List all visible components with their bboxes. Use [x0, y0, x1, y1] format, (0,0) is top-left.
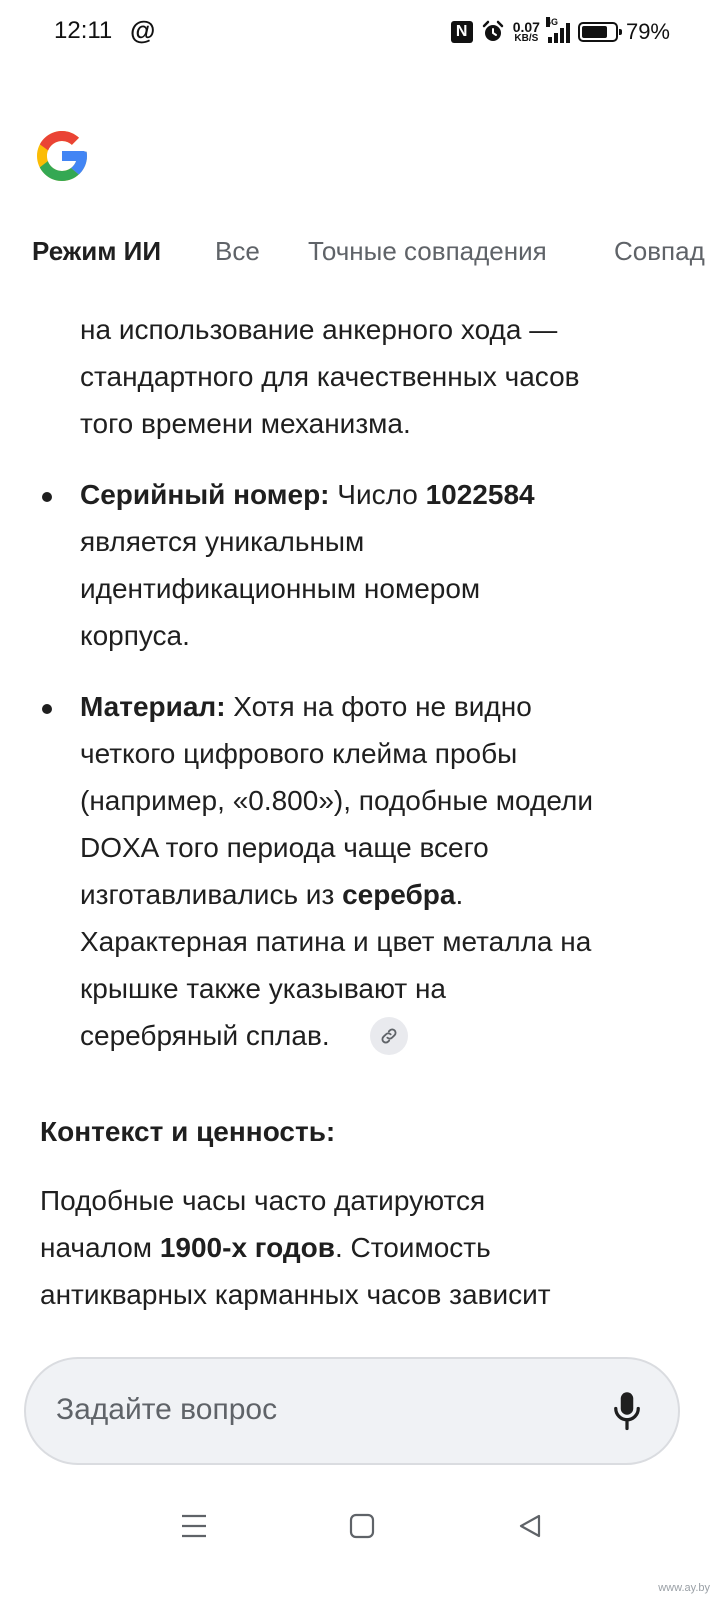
serial-line: корпуса. [80, 620, 190, 651]
network-type: 4G [545, 17, 558, 27]
serial-line: идентификационным номером [80, 573, 481, 604]
material-text: . [455, 879, 464, 910]
material-text: изготавливались из [80, 879, 343, 910]
net-speed-value: 0.07 [512, 18, 540, 35]
source-link-button[interactable] [370, 1017, 408, 1055]
context-text: . Стоимость [334, 1232, 491, 1263]
intro-line: того времени механизма. [80, 408, 411, 439]
status-icons [451, 18, 670, 46]
list-item-material [80, 687, 532, 727]
context-date: 1900-х годов [159, 1232, 335, 1263]
context-heading: Контекст и ценность: [40, 1116, 336, 1147]
signal-icon [545, 17, 570, 43]
serial-number: 1022584 [425, 479, 535, 510]
battery-icon [578, 22, 618, 42]
serial-label: Серийный номер: [80, 479, 330, 510]
context-line [40, 1228, 491, 1268]
material-line: DOXA того периода чаще всего [80, 832, 489, 863]
list-item-serial [80, 475, 535, 515]
battery-fill [582, 26, 607, 38]
system-nav-bar [0, 1490, 720, 1560]
context-line: антикварных карманных часов зависит [40, 1279, 551, 1310]
context-text: началом [40, 1232, 160, 1263]
tab-matches[interactable]: Совпад [614, 236, 705, 266]
status-bar [0, 0, 720, 64]
serial-line: является уникальным [80, 526, 365, 557]
bullet [42, 704, 52, 714]
material-line [80, 875, 463, 915]
net-speed [512, 18, 540, 44]
nfc-icon: N [451, 21, 473, 43]
material-label: Материал: [80, 691, 226, 722]
material-line: четкого цифрового клейма пробы [80, 738, 518, 769]
home-button[interactable] [344, 1508, 380, 1544]
net-speed-unit: KB/S [514, 32, 539, 44]
bullet [42, 492, 52, 502]
ai-answer [0, 290, 720, 1340]
at-icon: @ [130, 15, 156, 45]
tab-exact-matches[interactable]: Точные совпадения [308, 236, 547, 266]
intro-line: стандартного для качественных часов [80, 361, 580, 392]
menu-icon [180, 1513, 208, 1539]
link-icon [379, 1026, 399, 1046]
serial-text: Число [329, 479, 426, 510]
tab-all[interactable]: Все [215, 236, 260, 266]
status-time: 12:11 [54, 17, 113, 44]
mic-icon[interactable] [612, 1391, 642, 1431]
back-icon [517, 1513, 543, 1539]
material-line: (например, «0.800»), подобные модели [80, 785, 593, 816]
google-logo[interactable] [32, 126, 92, 186]
alarm-icon [481, 20, 505, 44]
back-button[interactable] [512, 1508, 548, 1544]
material-line: крышке также указывают на [80, 973, 446, 1004]
context-line: Подобные часы часто датируются [40, 1185, 486, 1216]
material-silver: серебра [342, 879, 456, 910]
material-line: серебряный сплав. [80, 1020, 330, 1051]
watermark: www.ay.by [658, 1582, 710, 1594]
intro-line: на использование анкерного хода — [80, 314, 558, 345]
battery-percent: 79% [625, 19, 670, 44]
search-tabs [0, 226, 720, 274]
menu-button[interactable] [176, 1508, 212, 1544]
ask-input[interactable] [24, 1357, 680, 1465]
tab-ai-mode[interactable]: Режим ИИ [32, 236, 162, 266]
material-text: Хотя на фото не видно [225, 691, 532, 722]
ask-placeholder: Задайте вопрос [56, 1393, 278, 1426]
material-line: Характерная патина и цвет металла на [80, 926, 592, 957]
home-icon [349, 1513, 375, 1539]
